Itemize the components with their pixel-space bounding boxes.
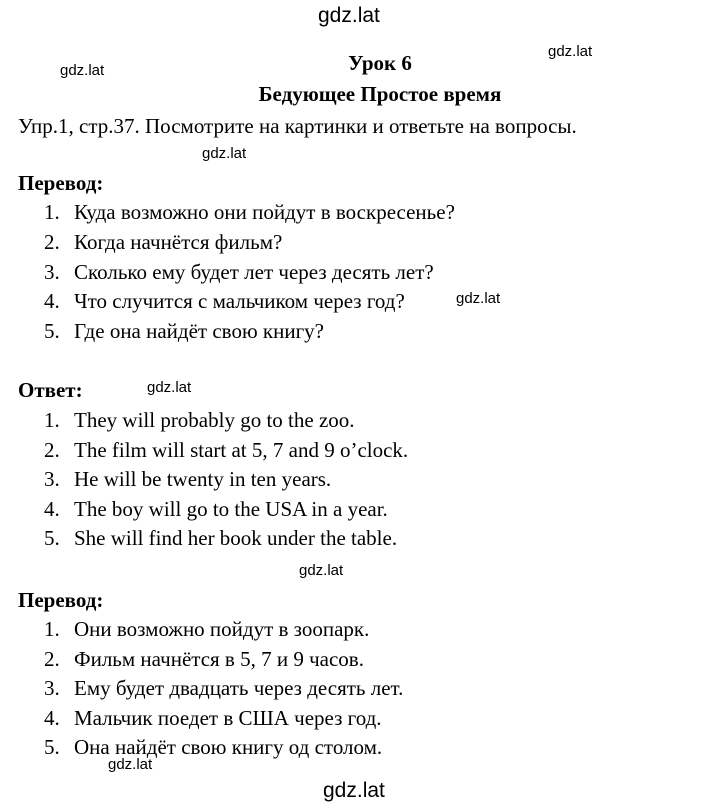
- list-item: 5. She will find her book under the table.: [44, 526, 398, 550]
- exercise-instruction: Упр.1, стр.37. Посмотрите на картинки и ответьте на вопросы.: [18, 114, 577, 138]
- watermark: gdz.lat: [147, 379, 192, 396]
- list-item: 3. He will be twenty in ten years.: [44, 467, 332, 491]
- list-item: 3. Ему будет двадцать через десять лет.: [44, 676, 404, 700]
- translation-heading: Перевод:: [18, 588, 104, 612]
- watermark: gdz.lat: [108, 756, 153, 773]
- answer-heading: Ответ:: [18, 378, 83, 402]
- topic-title: Бедующее Простое время: [258, 82, 502, 106]
- watermark: gdz.lat: [299, 562, 344, 579]
- list-item: 2. Когда начнётся фильм?: [44, 230, 283, 254]
- watermark: gdz.lat: [456, 290, 501, 307]
- list-item: 4. The boy will go to the USA in a year.: [44, 497, 388, 521]
- list-item: 4. Мальчик поедет в США через год.: [44, 706, 382, 730]
- list-item: 1. They will probably go to the zoo.: [44, 408, 355, 432]
- watermark: gdz.lat: [318, 4, 380, 27]
- list-item: 1. Куда возможно они пойдут в воскресенье?: [44, 200, 455, 224]
- lesson-title: Урок 6: [348, 51, 412, 75]
- list-item: 2. The film will start at 5, 7 and 9 o’clock.: [44, 438, 409, 462]
- list-item: 3. Сколько ему будет лет через десять лет?: [44, 260, 434, 284]
- list-item: 5. Где она найдёт свою книгу?: [44, 319, 325, 343]
- list-item: 2. Фильм начнётся в 5, 7 и 9 часов.: [44, 647, 364, 671]
- watermark: gdz.lat: [202, 145, 247, 162]
- list-item: 4. Что случится с мальчиком через год?: [44, 289, 405, 313]
- list-item: 1. Они возможно пойдут в зоопарк.: [44, 617, 370, 641]
- list-item: 5. Она найдёт свою книгу од столом.: [44, 735, 383, 759]
- watermark: gdz.lat: [548, 43, 593, 60]
- watermark: gdz.lat: [60, 62, 105, 79]
- translation-heading: Перевод:: [18, 171, 104, 195]
- watermark: gdz.lat: [323, 779, 385, 802]
